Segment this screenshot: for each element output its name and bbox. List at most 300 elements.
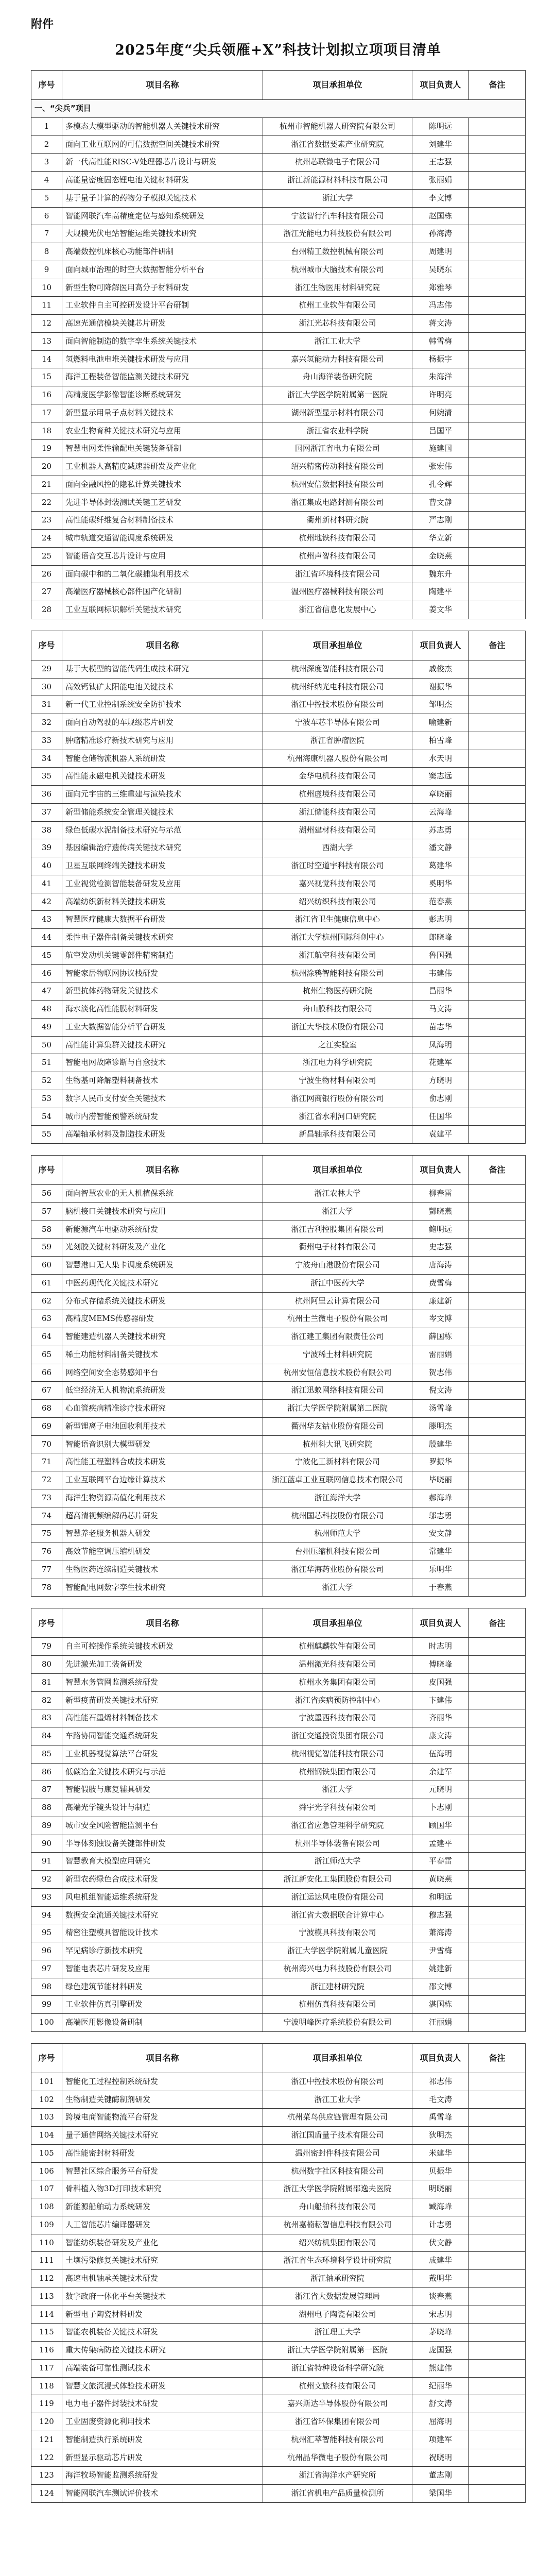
cell-leader: 郝海峰	[412, 1489, 469, 1507]
cell-unit: 宁波墨西科技有限公司	[263, 1709, 412, 1727]
cell-serial: 13	[31, 332, 62, 350]
table-row	[31, 1799, 526, 1817]
cell-serial: 11	[31, 297, 62, 315]
cell-project-name: 智能制造执行系统研发	[62, 2431, 263, 2449]
cell-serial: 64	[31, 1328, 62, 1346]
cell-project-name: 智能电网故障诊断与自愈技术	[62, 1054, 263, 1072]
cell-serial: 52	[31, 1072, 62, 1090]
table-row	[31, 1507, 526, 1525]
cell-remark	[469, 1978, 526, 1996]
cell-project-name: 高端纺织新材料关键技术研发	[62, 893, 263, 911]
cell-project-name: 新型抗体药物研发关键技术	[62, 982, 263, 1001]
cell-project-name: 光刻胶关键材料研发及产业化	[62, 1239, 263, 1257]
table-row	[31, 946, 526, 964]
cell-project-name: 重大传染病防控关键技术研究	[62, 2342, 263, 2360]
cell-serial: 46	[31, 964, 62, 982]
cell-leader: 姚建新	[412, 1960, 469, 1978]
cell-unit: 舟山海洋装备研究院	[263, 368, 412, 386]
section-gap	[31, 1597, 525, 1608]
cell-unit: 杭州生物医药研究院	[263, 982, 412, 1001]
cell-unit: 舟山船舶科技有限公司	[263, 2198, 412, 2216]
table-row	[31, 2287, 526, 2306]
cell-serial: 4	[31, 172, 62, 190]
cell-unit: 杭州安信数据科技有限公司	[263, 476, 412, 494]
header-project-name: 项目名称	[62, 631, 263, 660]
cell-leader: 鲍明远	[412, 1221, 469, 1239]
cell-remark	[469, 1328, 526, 1346]
cell-unit: 浙江新能源材料科技有限公司	[263, 172, 412, 190]
table-row	[31, 768, 526, 786]
table-row	[31, 1489, 526, 1507]
table-row	[31, 2180, 526, 2198]
cell-remark	[469, 1471, 526, 1489]
cell-leader: 严志刚	[412, 512, 469, 530]
cell-serial: 30	[31, 678, 62, 696]
cell-serial: 50	[31, 1036, 62, 1054]
cell-unit: 杭州文旅科技有限公司	[263, 2377, 412, 2395]
cell-project-name: 面向城市治理的时空大数据智能分析平台	[62, 261, 263, 279]
cell-unit: 杭州国芯科技股份有限公司	[263, 1507, 412, 1525]
cell-serial: 1	[31, 117, 62, 135]
cell-serial: 37	[31, 803, 62, 821]
cell-unit: 浙江轴承研究院	[263, 2270, 412, 2288]
cell-project-name: 高端轴承材料及制造技术研发	[62, 1126, 263, 1144]
table-row	[31, 929, 526, 947]
cell-unit: 浙江工业大学	[263, 2091, 412, 2109]
table-row	[31, 1763, 526, 1781]
cell-project-name: 数字人民币支付安全关键技术	[62, 1090, 263, 1108]
cell-remark	[469, 696, 526, 714]
cell-remark	[469, 1942, 526, 1960]
cell-project-name: 新型显示用量子点材料关键技术	[62, 404, 263, 422]
cell-serial: 6	[31, 207, 62, 225]
cell-unit: 杭州水务集团有限公司	[263, 1673, 412, 1691]
table-row	[31, 2324, 526, 2342]
cell-remark	[469, 2287, 526, 2306]
cell-remark	[469, 494, 526, 512]
table-row	[31, 440, 526, 458]
cell-project-name: 半导体刻蚀设备关键部件研发	[62, 1835, 263, 1853]
cell-unit: 浙江新安化工集团股份有限公司	[263, 1871, 412, 1889]
cell-serial: 24	[31, 530, 62, 548]
cell-remark	[469, 350, 526, 368]
cell-leader: 张宏伟	[412, 458, 469, 476]
cell-unit: 浙江集成电路封测有限公司	[263, 494, 412, 512]
cell-leader: 元晓明	[412, 1781, 469, 1799]
cell-project-name: 骨科植入物3D打印技术研究	[62, 2180, 263, 2198]
cell-remark	[469, 172, 526, 190]
cell-remark	[469, 1382, 526, 1400]
cell-project-name: 精密注塑模具智能设计技术	[62, 1924, 263, 1942]
header-project-name: 项目名称	[62, 1156, 263, 1185]
cell-serial: 111	[31, 2252, 62, 2270]
cell-remark	[469, 1001, 526, 1019]
cell-leader: 和明远	[412, 1888, 469, 1906]
cell-remark	[469, 2395, 526, 2413]
cell-remark	[469, 1239, 526, 1257]
cell-remark	[469, 279, 526, 297]
cell-unit: 杭州晶华微电子股份有限公司	[263, 2449, 412, 2467]
cell-remark	[469, 2144, 526, 2162]
cell-leader: 邵文博	[412, 1978, 469, 1996]
cell-leader: 汪丽娟	[412, 2014, 469, 2032]
cell-serial: 106	[31, 2162, 62, 2180]
cell-leader: 苏志勇	[412, 821, 469, 839]
cell-project-name: 智能语音识别大模型研发	[62, 1435, 263, 1453]
cell-project-name: 智能建造机器人关键技术研究	[62, 1328, 263, 1346]
cell-leader: 毕晓丽	[412, 1471, 469, 1489]
table-row	[31, 225, 526, 243]
cell-leader: 米建华	[412, 2144, 469, 2162]
cell-remark	[469, 1274, 526, 1292]
cell-leader: 张丽娟	[412, 172, 469, 190]
cell-remark	[469, 839, 526, 857]
cell-remark	[469, 1525, 526, 1543]
cell-project-name: 高精度MEMS传感器研发	[62, 1310, 263, 1328]
cell-project-name: 高精度医学影像智能诊断系统研发	[62, 386, 263, 404]
cell-leader: 伏文静	[412, 2234, 469, 2252]
table-row	[31, 893, 526, 911]
cell-unit: 浙江工业大学	[263, 332, 412, 350]
cell-project-name: 智能化工过程控制系统研发	[62, 2073, 263, 2091]
cell-project-name: 生物基可降解塑料制备技术	[62, 1072, 263, 1090]
cell-unit: 台州精工数控机械有限公司	[263, 243, 412, 261]
cell-serial: 67	[31, 1382, 62, 1400]
cell-leader: 邬志勇	[412, 1507, 469, 1525]
cell-serial: 32	[31, 714, 62, 732]
cell-serial: 34	[31, 750, 62, 768]
cell-leader: 茅晓峰	[412, 2324, 469, 2342]
cell-project-name: 新型电子陶瓷材料研发	[62, 2306, 263, 2324]
header-serial: 序号	[31, 71, 62, 100]
table-row	[31, 1417, 526, 1435]
table-row	[31, 1090, 526, 1108]
table-row	[31, 476, 526, 494]
cell-remark	[469, 458, 526, 476]
cell-serial: 57	[31, 1202, 62, 1221]
table-row	[31, 1202, 526, 1221]
cell-leader: 邹明杰	[412, 696, 469, 714]
cell-leader: 戚俊杰	[412, 660, 469, 678]
cell-leader: 姜文华	[412, 601, 469, 619]
cell-project-name: 高速光通信模块关键芯片研发	[62, 315, 263, 333]
cell-serial: 2	[31, 135, 62, 154]
cell-serial: 68	[31, 1400, 62, 1418]
table-row	[31, 2144, 526, 2162]
cell-remark	[469, 1202, 526, 1221]
cell-project-name: 超高清视频编解码芯片研发	[62, 1507, 263, 1525]
table-row	[31, 1257, 526, 1275]
cell-serial: 26	[31, 565, 62, 583]
cell-project-name: 分布式存储系统关键技术研发	[62, 1292, 263, 1310]
cell-leader: 倪文涛	[412, 1382, 469, 1400]
cell-remark	[469, 2216, 526, 2234]
cell-project-name: 智能仓储物流机器人系统研发	[62, 750, 263, 768]
table-row	[31, 2431, 526, 2449]
cell-leader: 常建华	[412, 1543, 469, 1561]
cell-leader: 齐丽华	[412, 1709, 469, 1727]
table-row	[31, 1108, 526, 1126]
project-table	[31, 1155, 526, 1597]
table-row	[31, 350, 526, 368]
cell-leader: 酆晓燕	[412, 1202, 469, 1221]
cell-remark	[469, 732, 526, 750]
cell-serial: 121	[31, 2431, 62, 2449]
cell-remark	[469, 2234, 526, 2252]
table-row	[31, 1942, 526, 1960]
cell-serial: 59	[31, 1239, 62, 1257]
cell-leader: 乐明华	[412, 1561, 469, 1579]
cell-leader: 成建华	[412, 2252, 469, 2270]
cell-unit: 浙江省机电产品质量检测所	[263, 2485, 412, 2503]
cell-remark	[469, 1543, 526, 1561]
table-row	[31, 1691, 526, 1709]
cell-leader: 鲁国强	[412, 946, 469, 964]
cell-unit: 杭州安恒信息技术股份有限公司	[263, 1364, 412, 1382]
cell-serial: 114	[31, 2306, 62, 2324]
cell-unit: 杭州菜鸟供应链管理有限公司	[263, 2109, 412, 2127]
cell-serial: 42	[31, 893, 62, 911]
table-row	[31, 1001, 526, 1019]
cell-project-name: 工业互联网标识解析关键技术研究	[62, 601, 263, 619]
cell-serial: 8	[31, 243, 62, 261]
cell-project-name: 高能量密度固态锂电池关键材料研发	[62, 172, 263, 190]
table-row	[31, 2198, 526, 2216]
cell-leader: 皮国强	[412, 1673, 469, 1691]
cell-remark	[469, 368, 526, 386]
cell-unit: 浙江吉利控股集团有限公司	[263, 1221, 412, 1239]
cell-project-name: 稀土功能材料制备关键技术	[62, 1346, 263, 1364]
cell-remark	[469, 1126, 526, 1144]
cell-project-name: 工业固废资源化利用技术	[62, 2413, 263, 2431]
table-header-row	[31, 71, 526, 100]
cell-serial: 60	[31, 1257, 62, 1275]
cell-leader: 韦建伟	[412, 964, 469, 982]
cell-leader: 毛文涛	[412, 2091, 469, 2109]
table-row	[31, 530, 526, 548]
cell-remark	[469, 1996, 526, 2014]
cell-remark	[469, 512, 526, 530]
cell-leader: 彭志明	[412, 911, 469, 929]
table-row	[31, 332, 526, 350]
cell-leader: 穆志强	[412, 1906, 469, 1924]
table-row	[31, 1579, 526, 1597]
cell-serial: 87	[31, 1781, 62, 1799]
cell-leader: 卜志刚	[412, 1799, 469, 1817]
table-row	[31, 1292, 526, 1310]
cell-project-name: 生物医药连续制造关键技术	[62, 1561, 263, 1579]
cell-remark	[469, 768, 526, 786]
cell-remark	[469, 2359, 526, 2377]
cell-serial: 122	[31, 2449, 62, 2467]
cell-remark	[469, 1799, 526, 1817]
cell-unit: 浙江网商银行股份有限公司	[263, 1090, 412, 1108]
cell-unit: 绍兴纺织科技有限公司	[263, 893, 412, 911]
cell-serial: 83	[31, 1709, 62, 1727]
cell-unit: 浙江理工大学	[263, 2324, 412, 2342]
table-row	[31, 261, 526, 279]
cell-unit: 浙江海洋大学	[263, 1489, 412, 1507]
cell-unit: 浙江大华技术股份有限公司	[263, 1018, 412, 1036]
cell-leader: 何婉清	[412, 404, 469, 422]
cell-remark	[469, 893, 526, 911]
cell-leader: 明晓丽	[412, 2180, 469, 2198]
cell-project-name: 海洋工程装备智能监测关键技术研究	[62, 368, 263, 386]
cell-unit: 杭州海兴电力科技股份有限公司	[263, 1960, 412, 1978]
table-row	[31, 1543, 526, 1561]
cell-unit: 浙江运达风电股份有限公司	[263, 1888, 412, 1906]
cell-project-name: 基于量子计算的药物分子模拟关键技术	[62, 189, 263, 207]
cell-unit: 之江实验室	[263, 1036, 412, 1054]
cell-serial: 124	[31, 2485, 62, 2503]
cell-project-name: 新型显示驱动芯片研发	[62, 2449, 263, 2467]
cell-leader: 昌丽华	[412, 982, 469, 1001]
cell-serial: 89	[31, 1817, 62, 1835]
cell-project-name: 新型锂离子电池回收利用技术	[62, 1417, 263, 1435]
cell-remark	[469, 803, 526, 821]
cell-project-name: 量子通信网络关键技术研究	[62, 2127, 263, 2145]
cell-remark	[469, 2162, 526, 2180]
cell-leader: 唐海涛	[412, 1257, 469, 1275]
cell-leader: 卞建伟	[412, 1691, 469, 1709]
cell-unit: 国网浙江省电力有限公司	[263, 440, 412, 458]
cell-unit: 浙江省环保集团有限公司	[263, 2413, 412, 2431]
cell-leader: 喻建新	[412, 714, 469, 732]
table-row	[31, 1054, 526, 1072]
cell-unit: 宁波模具科技有限公司	[263, 1924, 412, 1942]
cell-unit: 浙江蓝卓工业互联网信息技术有限公司	[263, 1471, 412, 1489]
table-row	[31, 1310, 526, 1328]
section-gap	[31, 1144, 525, 1155]
cell-serial: 10	[31, 279, 62, 297]
cell-unit: 浙江大学	[263, 1781, 412, 1799]
project-table	[31, 631, 526, 1144]
cell-unit: 宁波稀土材料研究院	[263, 1346, 412, 1364]
cell-remark	[469, 1018, 526, 1036]
cell-leader: 康文涛	[412, 1727, 469, 1745]
table-header-row	[31, 2043, 526, 2073]
cell-project-name: 高端装备可靠性测试技术	[62, 2359, 263, 2377]
cell-unit: 杭州嘉楠耘智信息科技有限公司	[263, 2216, 412, 2234]
cell-project-name: 高效节能空调压缩机研发	[62, 1543, 263, 1561]
cell-serial: 79	[31, 1638, 62, 1656]
cell-project-name: 工业机器视觉算法平台研发	[62, 1745, 263, 1763]
cell-remark	[469, 117, 526, 135]
cell-project-name: 新能源船舶动力系统研发	[62, 2198, 263, 2216]
cell-leader: 柳春雷	[412, 1185, 469, 1203]
cell-leader: 祝晓明	[412, 2449, 469, 2467]
cell-remark	[469, 1400, 526, 1418]
cell-unit: 杭州纤纳光电科技有限公司	[263, 678, 412, 696]
cell-project-name: 高性能密封材料研发	[62, 2144, 263, 2162]
cell-project-name: 智能家居物联网协议栈研发	[62, 964, 263, 982]
cell-unit: 浙江时空道宇科技有限公司	[263, 857, 412, 875]
cell-project-name: 脑机接口关键技术研究与应用	[62, 1202, 263, 1221]
cell-unit: 杭州工业软件有限公司	[263, 297, 412, 315]
cell-leader: 岑文博	[412, 1310, 469, 1328]
cell-unit: 宁波舟山港股份有限公司	[263, 1257, 412, 1275]
cell-leader: 费雪梅	[412, 1274, 469, 1292]
cell-leader: 顾国华	[412, 1817, 469, 1835]
cell-serial: 88	[31, 1799, 62, 1817]
cell-project-name: 工业互联网平台边缘计算技术	[62, 1471, 263, 1489]
table-row	[31, 1709, 526, 1727]
cell-unit: 浙江光能电力科技股份有限公司	[263, 225, 412, 243]
table-header-row	[31, 1156, 526, 1185]
cell-leader: 项建军	[412, 2431, 469, 2449]
cell-unit: 舟山膜科技有限公司	[263, 1001, 412, 1019]
cell-serial: 54	[31, 1108, 62, 1126]
cell-serial: 96	[31, 1942, 62, 1960]
cell-leader: 方晓明	[412, 1072, 469, 1090]
cell-serial: 94	[31, 1906, 62, 1924]
cell-serial: 80	[31, 1656, 62, 1674]
cell-remark	[469, 297, 526, 315]
table-row	[31, 1871, 526, 1889]
cell-project-name: 高端数控机床核心功能部件研制	[62, 243, 263, 261]
cell-project-name: 智慧社区综合服务平台研发	[62, 2162, 263, 2180]
cell-project-name: 高端医用影像设备研制	[62, 2014, 263, 2032]
cell-serial: 95	[31, 1924, 62, 1942]
cell-remark	[469, 1108, 526, 1126]
cell-leader: 郎晓峰	[412, 929, 469, 947]
cell-serial: 86	[31, 1763, 62, 1781]
table-row	[31, 1817, 526, 1835]
cell-remark	[469, 2324, 526, 2342]
cell-unit: 杭州视觉智能科技有限公司	[263, 1745, 412, 1763]
cell-unit: 浙江省水利河口研究院	[263, 1108, 412, 1126]
cell-unit: 宁波化工新材料有限公司	[263, 1453, 412, 1471]
cell-unit: 杭州深度智能科技有限公司	[263, 660, 412, 678]
cell-unit: 浙江大学医学院附属第一医院	[263, 2342, 412, 2360]
cell-project-name: 城市安全风险智能监测平台	[62, 1817, 263, 1835]
cell-remark	[469, 982, 526, 1001]
cell-serial: 75	[31, 1525, 62, 1543]
cell-serial: 29	[31, 660, 62, 678]
cell-project-name: 新型生物可降解医用高分子材料研发	[62, 279, 263, 297]
cell-unit: 杭州虚境科技有限公司	[263, 786, 412, 804]
cell-unit: 浙江大学医学院附属邵逸夫医院	[263, 2180, 412, 2198]
cell-project-name: 智慧电网柔性输配电关键装备研制	[62, 440, 263, 458]
table-row	[31, 2413, 526, 2431]
cell-serial: 12	[31, 315, 62, 333]
cell-project-name: 数据安全流通关键技术研究	[62, 1906, 263, 1924]
cell-serial: 76	[31, 1543, 62, 1561]
table-row	[31, 601, 526, 619]
table-row	[31, 494, 526, 512]
cell-project-name: 智慧教育大模型应用研究	[62, 1853, 263, 1871]
cell-serial: 38	[31, 821, 62, 839]
table-row	[31, 1996, 526, 2014]
table-row	[31, 1036, 526, 1054]
cell-unit: 宁波车芯半导体有限公司	[263, 714, 412, 732]
table-row	[31, 678, 526, 696]
cell-serial: 98	[31, 1978, 62, 1996]
cell-unit: 杭州科大讯飞研究院	[263, 1435, 412, 1453]
cell-project-name: 高性能工程塑料合成技术研发	[62, 1453, 263, 1471]
cell-leader: 禹雪峰	[412, 2109, 469, 2127]
category-label: 一、“尖兵”项目	[31, 100, 526, 118]
cell-unit: 浙江华海药业股份有限公司	[263, 1561, 412, 1579]
cell-remark	[469, 1257, 526, 1275]
cell-remark	[469, 2377, 526, 2395]
cell-project-name: 土壤污染修复关键技术研究	[62, 2252, 263, 2270]
cell-remark	[469, 2014, 526, 2032]
table-row	[31, 458, 526, 476]
cell-serial: 101	[31, 2073, 62, 2091]
table-row	[31, 1072, 526, 1090]
cell-remark	[469, 857, 526, 875]
